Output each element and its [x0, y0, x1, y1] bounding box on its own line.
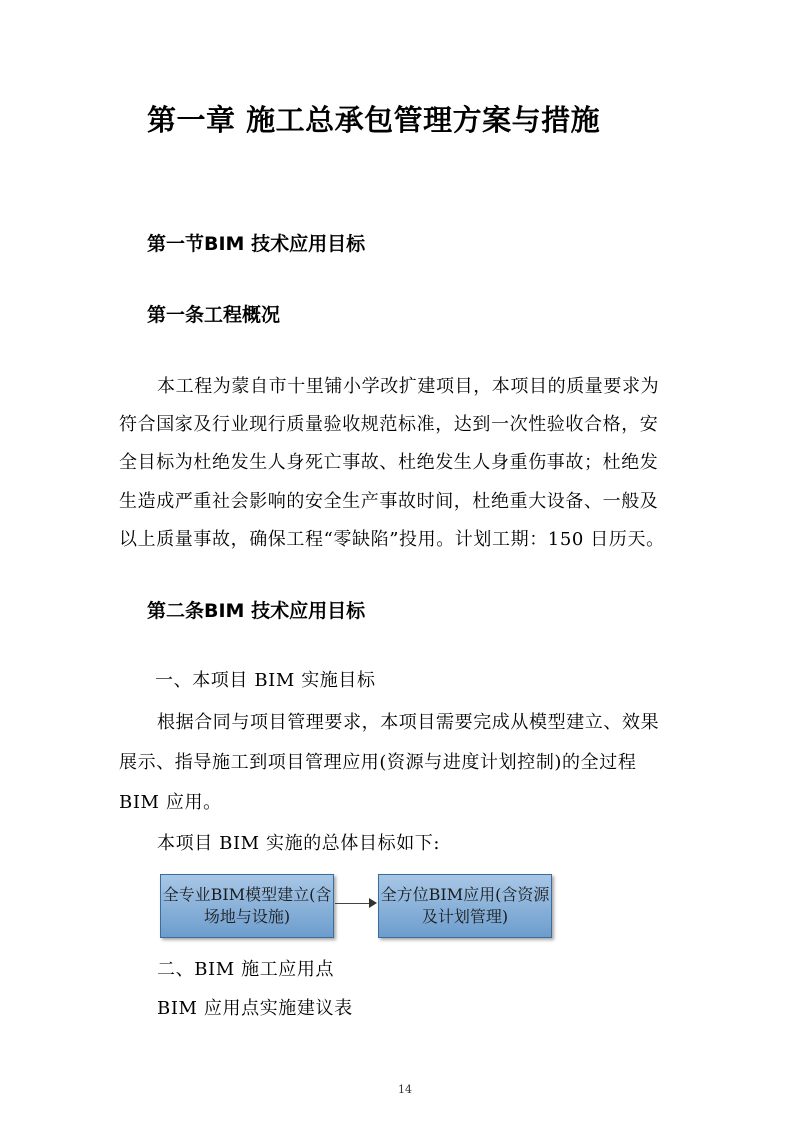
- box1-line1: 全专业BIM模型建立(含: [162, 885, 332, 904]
- arrow-right-icon: [369, 898, 377, 908]
- article1-title: 第一条工程概况: [147, 304, 281, 326]
- arrow-line: [335, 903, 371, 904]
- diagram-box-model-building: [160, 874, 334, 938]
- article1-line-2: 符合国家及行业现行质量验收规范标准，达到一次性验收合格，安: [119, 414, 659, 435]
- chapter-title: 第一章 施工总承包管理方案与措施: [147, 103, 601, 137]
- article1-line-5: 以上质量事故，确保工程“零缺陷”投用。计划工期：150 日历天。: [119, 529, 665, 550]
- article1-line-1: 本工程为蒙自市十里铺小学改扩建项目，本项目的质量要求为: [157, 376, 660, 397]
- sub1-heading: 一、本项目 BIM 实施目标: [155, 670, 376, 691]
- table-caption: BIM 应用点实施建议表: [157, 998, 353, 1019]
- page-number: 14: [398, 1083, 412, 1096]
- article2-para-line-1: 根据合同与项目管理要求，本项目需要完成从模型建立、效果: [157, 712, 660, 733]
- article2-title: 第二条BIM 技术应用目标: [147, 600, 366, 622]
- goal-intro: 本项目 BIM 实施的总体目标如下:: [157, 833, 441, 854]
- sub2-heading: 二、BIM 施工应用点: [157, 959, 335, 980]
- article2-para-line-2: 展示、指导施工到项目管理应用(资源与进度计划控制)的全过程: [119, 752, 637, 773]
- article1-line-4: 生造成严重社会影响的安全生产事故时间，杜绝重大设备、一般及: [119, 491, 659, 512]
- box2-line2: 及计划管理): [421, 907, 509, 926]
- section-title: 第一节BIM 技术应用目标: [147, 233, 366, 255]
- article2-para-line-3: BIM 应用。: [119, 792, 222, 813]
- box1-line2: 场地与设施): [203, 907, 291, 926]
- diagram-box-bim-application: [378, 874, 552, 938]
- box2-line1: 全方位BIM应用(含资源: [380, 885, 550, 904]
- article1-line-3: 全目标为杜绝发生人身死亡事故、杜绝发生人身重伤事故；杜绝发: [119, 452, 659, 473]
